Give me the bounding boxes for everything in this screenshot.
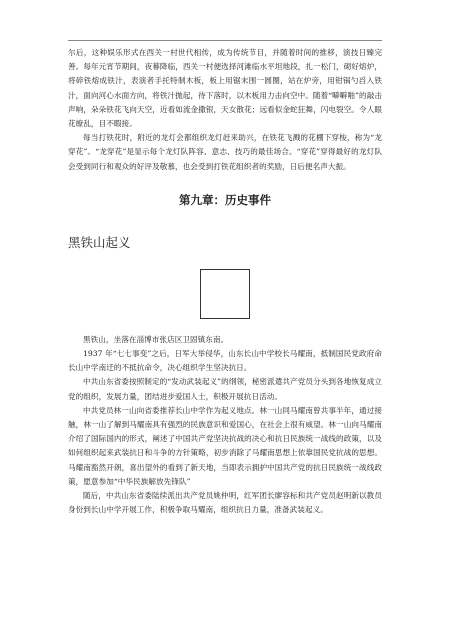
image-caption: 黑铁山，坐落在淄博市张店区卫固镇东南。 bbox=[83, 334, 229, 344]
intro-paragraph-1: 尔后，这种娱乐形式在西关一村世代相传，成为传统节目，并随着时间的推移，演技日臻完善。每年元宵节期间，夜幕降临，西关一村便选择河滩临水平坦地段，扎一松门，砌好熔炉，将碎铁熔成铁汁，表演者手托特制木板，板上用锯末围一圆圈，站在炉旁，用钳锅勺舀入铁汁，面向河心水面方向，将铁汁抛起，待下落时，以木板用力击向空中。随着“噼噼啪”的敲击声响，朵朵铁花飞向天空，近看如流金撒银，天女散花；远看似金蛇狂舞，闪电裂空。令人眼花缭乱，目不暇接。 bbox=[68, 48, 382, 129]
body-paragraph-2: 中共山东省委按照制定的“发动武装起义”的纲领，秘密派遣共产党员分头到各地恢复成立党的组织，发展力量，团结进步爱国人士，积极开展抗日活动。 bbox=[68, 377, 382, 401]
header-rule bbox=[68, 40, 382, 41]
intro-paragraph-2: 每当打铁花时，附近的龙灯会都组织龙灯赶来助兴，在铁花飞溅的花棚下穿梭，称为“龙穿花”。“龙穿花”是显示每个龙灯队阵容、意志、技巧的最佳场合。“穿花”穿得最好的龙灯队会受到同行和观众的好评及敬慕，也会受到打铁花组织者的奖励，日后便名声大振。 bbox=[68, 133, 382, 171]
chapter-title: 第九章：历史事件 bbox=[179, 192, 271, 207]
body-paragraph-3: 中共党员林一山向省委推荐长山中学作为起义地点。林一山同马耀南曾共事半年，通过接触，林一山了解到马耀南具有强烈的民族意识和爱国心，在社会上很有威望。林一山向马耀南介绍了国际国内的形式，阐述了中国共产党坚决抗战的决心和抗日民族统一战线的政策，以及如何组织起来武装抗日和斗争的方针策略，初步消除了马耀南思想上依靠国民党抗战的思想。马耀南豁然开朗，喜出望外的看到了新天地，当即表示拥护中国共产党的抗日民族统一战线政策，愿意参加“中华民族解放先锋队” bbox=[68, 405, 382, 486]
body-paragraph-1: 1937 年“七七事变”之后，日军大举侵华，山东长山中学校长马耀南，抵制国民党政府命长山中学南迁的不抵抗命令，决心组织学生坚决抗日。 bbox=[68, 349, 382, 373]
image-placeholder bbox=[200, 269, 250, 319]
document-page bbox=[68, 46, 382, 517]
section-title: 黑铁山起义 bbox=[68, 234, 131, 250]
body-paragraph-4: 随后，中共山东省委陆续派出共产党员姚仲明，红军团长廖容标和共产党员赵明新以教员身份到长山中学开展工作，积极争取马耀南，组织抗日力量，准备武装起义。 bbox=[68, 491, 382, 515]
